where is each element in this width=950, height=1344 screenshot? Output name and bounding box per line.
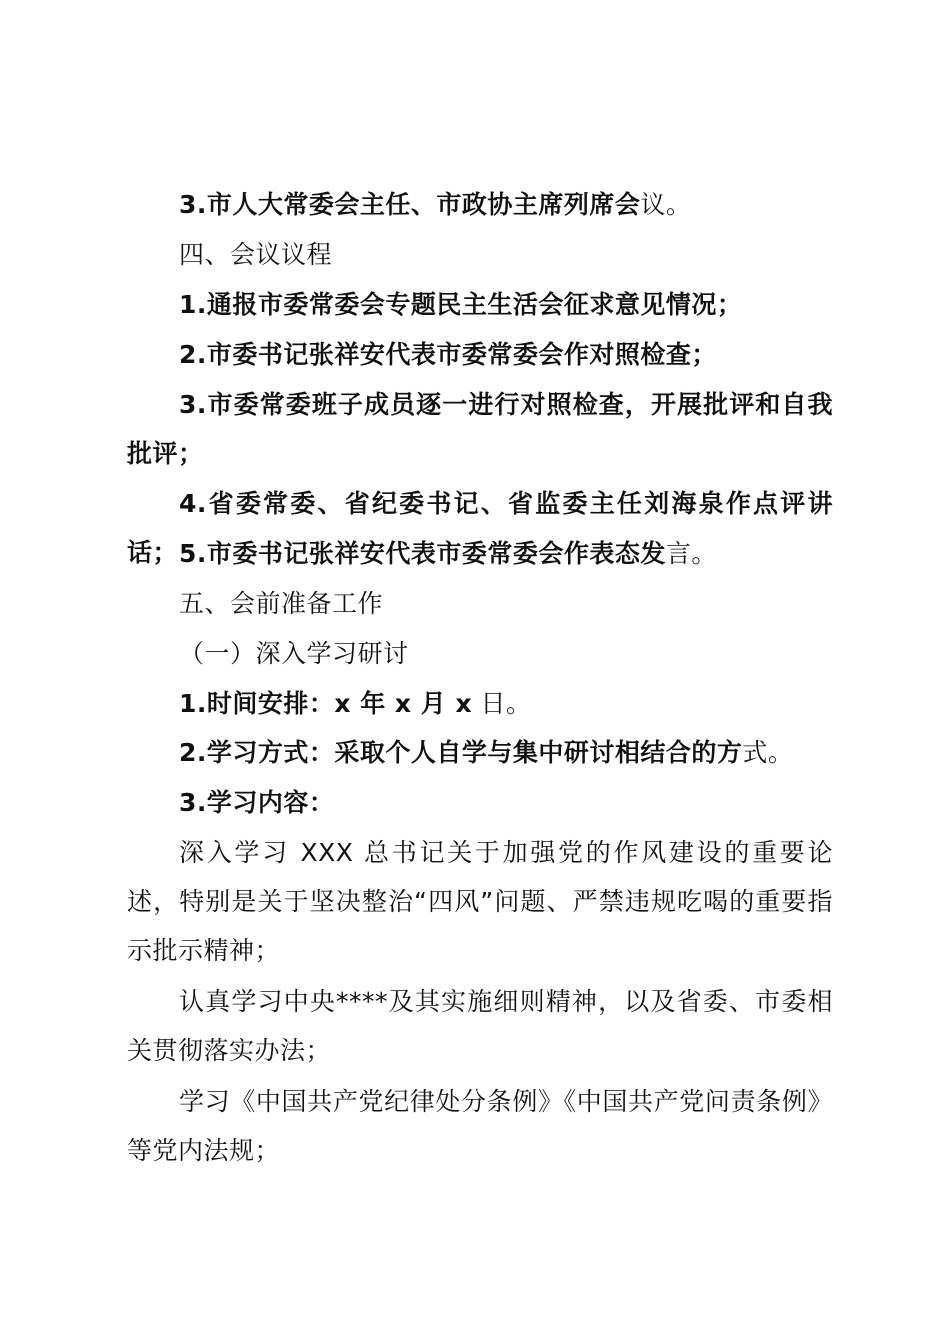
content-paragraph-3: 学习《中国共产党纪律处分条例》《中国共产党问责条例》等党内法规； — [127, 1087, 833, 1165]
study-item-method: 2.学习方式：采取个人自学与集中研讨相结合的方式。 — [179, 738, 794, 767]
study-item-time: 1.时间安排：x 年 x 月 x 日。 — [179, 689, 532, 718]
agenda-item-5: 5.市委书记张祥安代表市委常委会作表态发言。 — [179, 539, 717, 568]
agenda-item-4: 4.省委常委、省纪委书记、省监委主任刘海泉作点评讲话； — [127, 489, 833, 567]
subsection-heading-study: （一）深入学习研讨 — [179, 639, 409, 668]
section-heading-agenda: 四、会议议程 — [179, 240, 333, 269]
paragraph-attendance-3: 3.市人大常委会主任、市政协主席列席会议。 — [179, 190, 692, 219]
content-paragraph-2: 认真学习中央****及其实施细则精神，以及省委、市委相关贯彻落实办法； — [127, 987, 833, 1065]
study-item-content: 3.学习内容： — [179, 788, 335, 817]
agenda-item-1: 1.通报市委常委会专题民主生活会征求意见情况； — [179, 290, 743, 319]
agenda-item-3: 3.市委常委班子成员逐一进行对照检查，开展批评和自我批评； — [127, 390, 833, 468]
agenda-item-2: 2.市委书记张祥安代表市委常委会作对照检查； — [179, 340, 717, 369]
content-paragraph-1: 深入学习 XXX 总书记关于加强党的作风建设的重要论述，特别是关于坚决整治“四风”问题、严禁违规吃喝的重要指示批示精神； — [127, 838, 833, 965]
section-heading-preparation: 五、会前准备工作 — [179, 589, 384, 618]
